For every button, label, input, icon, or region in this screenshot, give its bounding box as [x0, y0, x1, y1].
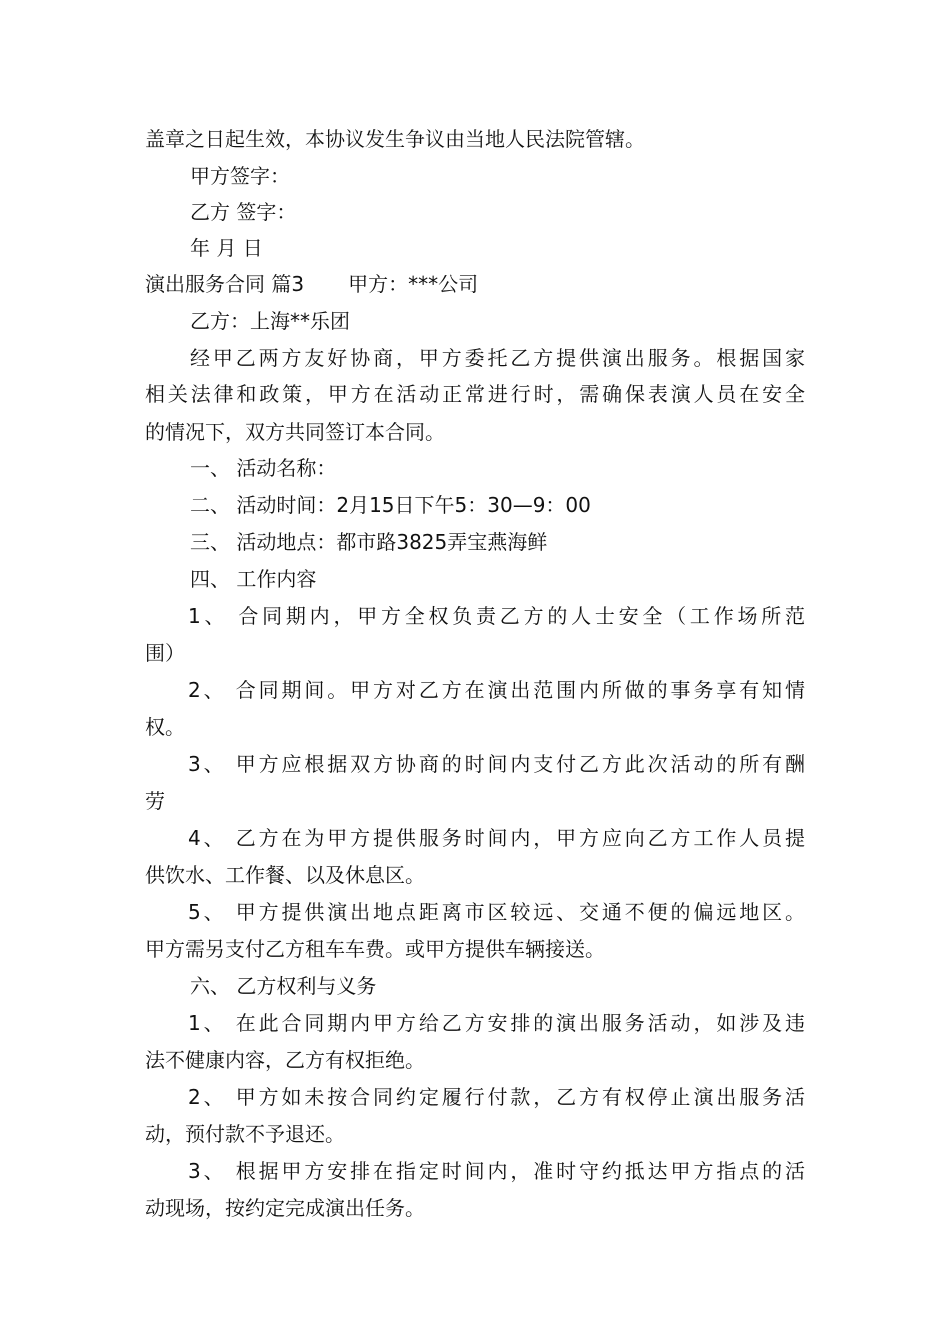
numbered-item: 1、 合同期内，甲方全权负责乙方的人士安全（工作场所范: [188, 604, 805, 628]
numbered-item-continuation: 围）: [145, 641, 185, 665]
date-line: 年 月 日: [190, 236, 263, 260]
clause-item: 一、 活动名称：: [190, 456, 337, 480]
numbered-item: 3、 甲方应根据双方协商的时间内支付乙方此次活动的所有酬: [188, 752, 805, 776]
numbered-item-continuation: 劳: [145, 789, 165, 813]
numbered-item-continuation: 动，预付款不予退还。: [145, 1122, 345, 1146]
numbered-item-continuation: 动现场，按约定完成演出任务。: [145, 1196, 425, 1220]
numbered-item: 1、 在此合同期内甲方给乙方安排的演出服务活动，如涉及违: [188, 1011, 805, 1035]
numbered-item-continuation: 供饮水、工作餐、以及休息区。: [145, 863, 425, 887]
party-b-signature-label: 乙方 签字：: [190, 200, 297, 224]
section-heading-line: [145, 272, 478, 296]
text-line: 盖章之日起生效，本协议发生争议由当地人民法院管辖。: [145, 127, 645, 151]
paragraph-line: 相关法律和政策，甲方在活动正常进行时，需确保表演人员在安全: [145, 382, 805, 406]
party-a-signature-label: 甲方签字：: [190, 164, 290, 188]
numbered-item: 4、 乙方在为甲方提供服务时间内，甲方应向乙方工作人员提: [188, 826, 805, 850]
numbered-item: 2、 合同期间。甲方对乙方在演出范围内所做的事务享有知情: [188, 678, 805, 702]
party-a-name: 甲方：***公司: [348, 272, 479, 296]
paragraph-line: 的情况下，双方共同签订本合同。: [145, 420, 445, 444]
numbered-item-continuation: 法不健康内容，乙方有权拒绝。: [145, 1048, 425, 1072]
numbered-item-continuation: 甲方需另支付乙方租车车费。或甲方提供车辆接送。: [145, 937, 605, 961]
numbered-item: 5、 甲方提供演出地点距离市区较远、交通不便的偏远地区。: [188, 900, 805, 924]
paragraph-line: 经甲乙两方友好协商，甲方委托乙方提供演出服务。根据国家: [190, 346, 805, 370]
clause-item: 六、 乙方权利与义务: [190, 974, 377, 998]
clause-item: 四、 工作内容: [190, 567, 317, 591]
section-title: 演出服务合同 篇3: [145, 272, 305, 296]
numbered-item: 2、 甲方如未按合同约定履行付款，乙方有权停止演出服务活: [188, 1085, 805, 1109]
party-b-name: 乙方：上海**乐团: [190, 309, 350, 333]
numbered-item: 3、 根据甲方安排在指定时间内，准时守约抵达甲方指点的活: [188, 1159, 805, 1183]
clause-item: 三、 活动地点：都市路3825弄宝燕海鲜: [190, 530, 548, 554]
numbered-item-continuation: 权。: [145, 715, 185, 739]
clause-item: 二、 活动时间：2月15日下午5：30—9：00: [190, 493, 591, 517]
